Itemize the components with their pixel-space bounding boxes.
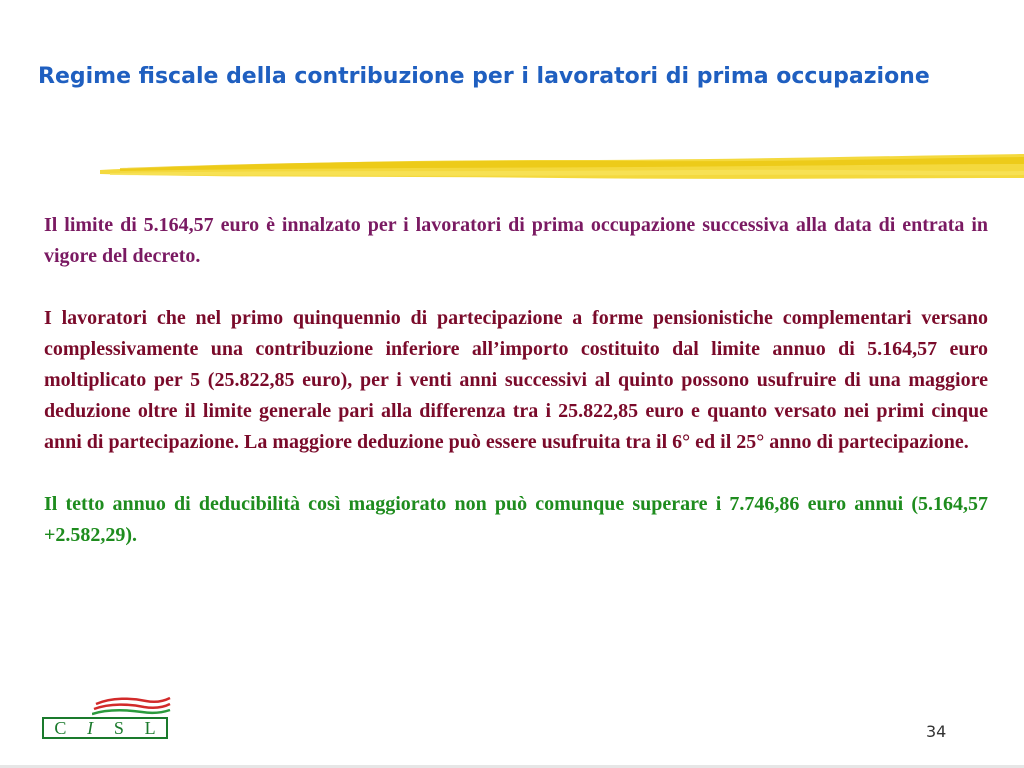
title-underline-brushstroke: [100, 148, 1024, 188]
page-number: 34: [926, 722, 947, 741]
paragraph-annual-cap: Il tetto annuo di deducibilità così maggiorato non può comunque superare i 7.746,86 euro annui (5.164,57 +2.582,29).: [44, 493, 988, 546]
logo-letter-l: L: [144, 718, 156, 738]
paragraph-limit-increase: Il limite di 5.164,57 euro è innalzato per i lavoratori di prima occupazione successiva alla data di entrata in vigore del decreto.: [44, 214, 988, 267]
logo-letter-band: [42, 717, 168, 739]
cisl-logo: [42, 695, 172, 745]
logo-letter-s: S: [113, 718, 124, 738]
logo-letter-i: I: [87, 718, 94, 738]
logo-waves-icon: [92, 695, 172, 717]
slide-content: [44, 210, 988, 582]
slide-title: Regime fiscale della contribuzione per i lavoratori di prima occupazione: [38, 64, 930, 89]
logo-letter-c: C: [54, 718, 67, 738]
paragraph-additional-deduction: I lavoratori che nel primo quinquennio di partecipazione a forme pensionistiche complementari versano complessivamente una contribuzione inferiore all’importo costituito dal limite annuo di 5.164,57 euro moltiplicato per 5 (25.822,85 euro), per i venti anni successivi al quinto possono usufruire di una maggiore deduzione oltre il limite generale pari alla differenza tra i 25.822,85 euro e quanto versato nei primi cinque anni di partecipazione. La maggiore deduzione può essere usufruita tra il 6° ed il 25° anno di partecipazione.: [44, 307, 988, 453]
